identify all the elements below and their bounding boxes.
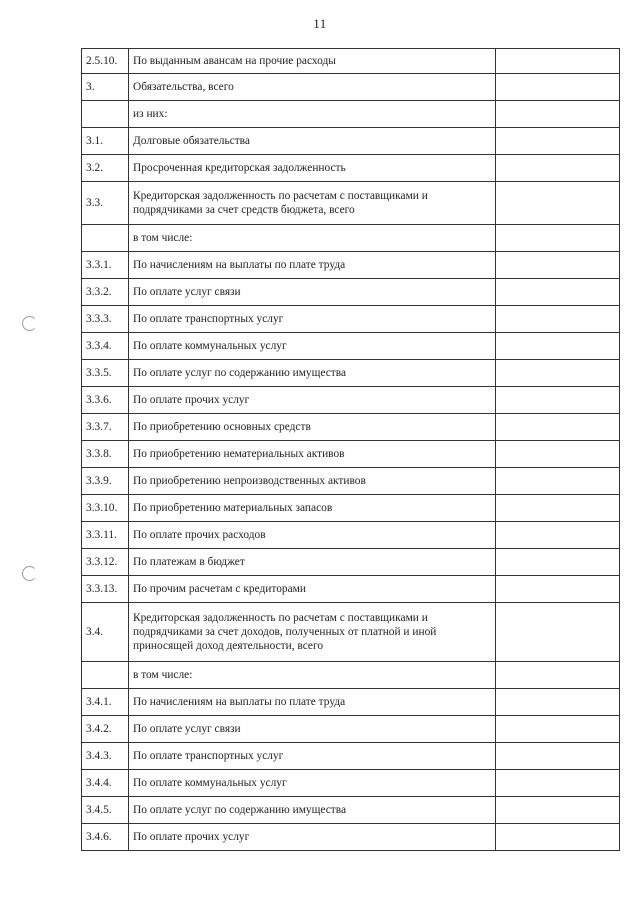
- row-number-cell: 3.3.8.: [82, 441, 129, 468]
- row-name-cell: из них:: [129, 101, 496, 128]
- row-name-cell: в том числе:: [129, 662, 496, 689]
- row-value-cell: [496, 495, 620, 522]
- row-value-cell: [496, 716, 620, 743]
- row-number-cell: 3.3.3.: [82, 306, 129, 333]
- row-name-cell: По оплате прочих услуг: [129, 824, 496, 851]
- report-table: [81, 48, 620, 851]
- row-value-cell: [496, 743, 620, 770]
- table-row: [82, 128, 620, 155]
- table-row: [82, 824, 620, 851]
- punch-hole-mark: [22, 316, 37, 331]
- table-row: [82, 252, 620, 279]
- row-value-cell: [496, 576, 620, 603]
- row-value-cell: [496, 128, 620, 155]
- row-value-cell: [496, 333, 620, 360]
- row-name-cell: Просроченная кредиторская задолженность: [129, 155, 496, 182]
- row-name-cell: По оплате прочих расходов: [129, 522, 496, 549]
- table-row: [82, 414, 620, 441]
- table-row: [82, 279, 620, 306]
- page-number: 11: [313, 16, 327, 31]
- table-row: [82, 716, 620, 743]
- table-row: [82, 743, 620, 770]
- table-row: [82, 360, 620, 387]
- table-row: [82, 333, 620, 360]
- report-table-body: [82, 49, 620, 851]
- row-name-cell: По оплате услуг по содержанию имущества: [129, 360, 496, 387]
- row-name-cell: По приобретению непроизводственных активов: [129, 468, 496, 495]
- row-number-cell: 3.3.7.: [82, 414, 129, 441]
- table-row: [82, 576, 620, 603]
- row-name-cell: По оплате услуг связи: [129, 716, 496, 743]
- table-row: [82, 770, 620, 797]
- row-value-cell: [496, 824, 620, 851]
- row-number-cell: [82, 225, 129, 252]
- row-name-cell: По оплате прочих услуг: [129, 387, 496, 414]
- row-number-cell: [82, 101, 129, 128]
- table-row: [82, 797, 620, 824]
- table-row: [82, 689, 620, 716]
- row-number-cell: 3.4.1.: [82, 689, 129, 716]
- table-row: [82, 182, 620, 225]
- row-value-cell: [496, 49, 620, 74]
- row-number-cell: 3.3.4.: [82, 333, 129, 360]
- row-value-cell: [496, 182, 620, 225]
- row-value-cell: [496, 101, 620, 128]
- row-name-cell: По начислениям на выплаты по плате труда: [129, 689, 496, 716]
- table-row: [82, 225, 620, 252]
- row-name-cell: По прочим расчетам с кредиторами: [129, 576, 496, 603]
- row-name-cell: Долговые обязательства: [129, 128, 496, 155]
- row-name-cell: Кредиторская задолженность по расчетам с поставщиками и подрядчиками за счет средств бюджета, всего: [129, 182, 496, 225]
- row-number-cell: 3.3.6.: [82, 387, 129, 414]
- row-number-cell: 3.2.: [82, 155, 129, 182]
- row-value-cell: [496, 252, 620, 279]
- table-row: [82, 549, 620, 576]
- row-number-cell: 3.3.11.: [82, 522, 129, 549]
- table-row: [82, 441, 620, 468]
- table-row: [82, 306, 620, 333]
- row-number-cell: 3.4.4.: [82, 770, 129, 797]
- table-row: [82, 468, 620, 495]
- row-value-cell: [496, 225, 620, 252]
- row-number-cell: 3.3.2.: [82, 279, 129, 306]
- row-value-cell: [496, 770, 620, 797]
- table-row: [82, 387, 620, 414]
- row-number-cell: 3.4.6.: [82, 824, 129, 851]
- row-number-cell: 3.4.2.: [82, 716, 129, 743]
- table-row: [82, 155, 620, 182]
- row-value-cell: [496, 387, 620, 414]
- row-value-cell: [496, 549, 620, 576]
- table-row: [82, 522, 620, 549]
- row-number-cell: 3.3.13.: [82, 576, 129, 603]
- table-row: [82, 49, 620, 74]
- row-name-cell: По оплате услуг по содержанию имущества: [129, 797, 496, 824]
- row-value-cell: [496, 603, 620, 662]
- row-name-cell: По приобретению материальных запасов: [129, 495, 496, 522]
- row-name-cell: По приобретению основных средств: [129, 414, 496, 441]
- row-number-cell: 3.3.10.: [82, 495, 129, 522]
- row-number-cell: 3.3.9.: [82, 468, 129, 495]
- row-value-cell: [496, 306, 620, 333]
- row-value-cell: [496, 522, 620, 549]
- row-number-cell: [82, 662, 129, 689]
- row-number-cell: 2.5.10.: [82, 49, 129, 74]
- row-value-cell: [496, 797, 620, 824]
- row-name-cell: Кредиторская задолженность по расчетам с поставщиками и подрядчиками за счет доходов, полученных от платной и иной приносящей доход деятельности, всего: [129, 603, 496, 662]
- row-number-cell: 3.1.: [82, 128, 129, 155]
- row-value-cell: [496, 74, 620, 101]
- row-number-cell: 3.4.3.: [82, 743, 129, 770]
- row-number-cell: 3.3.12.: [82, 549, 129, 576]
- row-value-cell: [496, 414, 620, 441]
- row-number-cell: 3.3.: [82, 182, 129, 225]
- table-row: [82, 101, 620, 128]
- row-name-cell: По оплате транспортных услуг: [129, 743, 496, 770]
- table-row: [82, 495, 620, 522]
- row-number-cell: 3.3.5.: [82, 360, 129, 387]
- row-value-cell: [496, 155, 620, 182]
- row-number-cell: 3.4.: [82, 603, 129, 662]
- row-name-cell: в том числе:: [129, 225, 496, 252]
- row-name-cell: По оплате коммунальных услуг: [129, 333, 496, 360]
- row-value-cell: [496, 689, 620, 716]
- row-value-cell: [496, 360, 620, 387]
- row-value-cell: [496, 468, 620, 495]
- row-name-cell: По выданным авансам на прочие расходы: [129, 49, 496, 74]
- row-number-cell: 3.: [82, 74, 129, 101]
- row-name-cell: По оплате услуг связи: [129, 279, 496, 306]
- row-name-cell: По оплате транспортных услуг: [129, 306, 496, 333]
- table-row: [82, 662, 620, 689]
- punch-hole-mark: [22, 566, 37, 581]
- table-row: [82, 603, 620, 662]
- table-row: [82, 74, 620, 101]
- row-name-cell: По оплате коммунальных услуг: [129, 770, 496, 797]
- row-name-cell: По приобретению нематериальных активов: [129, 441, 496, 468]
- row-value-cell: [496, 662, 620, 689]
- row-number-cell: 3.4.5.: [82, 797, 129, 824]
- row-value-cell: [496, 279, 620, 306]
- row-value-cell: [496, 441, 620, 468]
- row-name-cell: Обязательства, всего: [129, 74, 496, 101]
- row-name-cell: По платежам в бюджет: [129, 549, 496, 576]
- row-number-cell: 3.3.1.: [82, 252, 129, 279]
- row-name-cell: По начислениям на выплаты по плате труда: [129, 252, 496, 279]
